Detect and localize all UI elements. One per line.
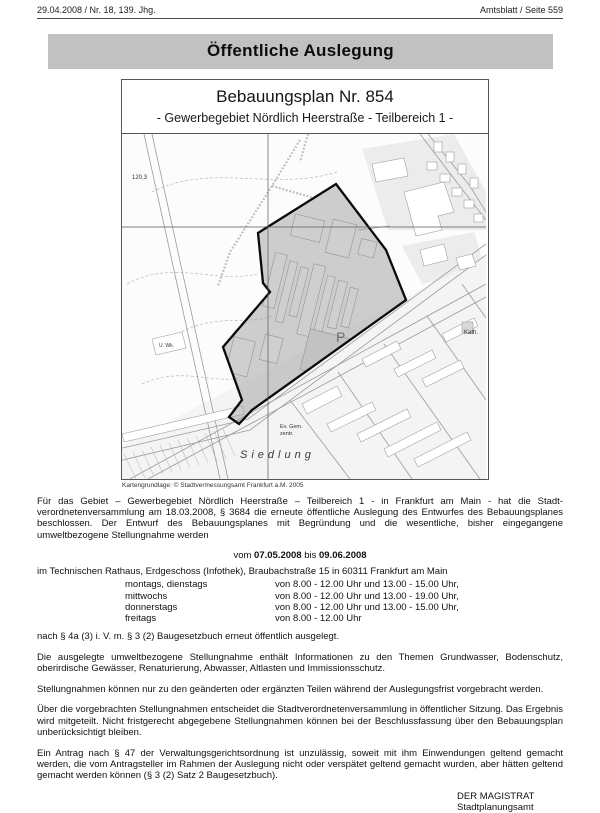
church-label: Kath. <box>464 330 479 336</box>
display-period <box>37 550 563 561</box>
period-end-date: 09.06.2008 <box>319 550 367 562</box>
paragraph-decision: Über die vorgebrachten Stellungnahmen entscheidet die Stadtverordnetenversammlung in öffentlicher Sitzung. Das Ergebnis wird mitgeteilt. Nicht fristgerecht abgegebene Stellungnahmen können bei der Beschlussfassung über den Bebauungsplan unberücksichtigt bleiben. <box>37 704 563 738</box>
schedule-days: mittwochs <box>125 590 168 602</box>
signature-authority: DER MAGISTRAT <box>457 790 535 802</box>
plan-box-header <box>122 80 488 134</box>
table-row <box>125 602 563 613</box>
masthead-date-issue: 29.04.2008 / Nr. 18, 139. Jhg. <box>37 5 156 15</box>
signature-department: Stadtplanungsamt <box>457 801 534 813</box>
district-label: Siedlung <box>240 449 315 461</box>
site-plan-map <box>122 134 486 479</box>
schedule-days: donnerstags <box>125 601 178 613</box>
paragraph-intro: Für das Gebiet – Gewerbegebiet Nördlich Heerstraße – Teilbereich 1 - in Frankfurt am Main - hat die Stadtverordnetenversammlung am 18.03.2008, § 3684 die erneute öffentliche Auslegung des Entwurfes des Bebauungsplanes beschlossen. Der Entwurf des Bebauungsplanes mit Begründung und die wesentliche, bisher eingegangene umweltbezogene Stellungnahme werden <box>37 496 563 541</box>
masthead <box>37 5 563 19</box>
substation-label: U. Wk. <box>159 343 174 349</box>
period-mid: bis <box>304 550 317 562</box>
plan-box <box>121 79 489 480</box>
period-prefix: vom <box>233 550 252 562</box>
paragraph-legal-basis: nach § 4a (3) i. V. m. § 3 (2) Baugesetzbuch erneut öffentlich ausgelegt. <box>37 631 340 643</box>
schedule-days: freitags <box>125 612 157 624</box>
schedule-hours: von 8.00 - 12.00 Uhr und 13.00 - 15.00 Uhr, <box>275 579 459 591</box>
paragraph-statements: Stellungnahmen können nur zu den geänderten oder ergänzten Teilen während der Auslegungsfrist vorgebracht werden. <box>37 683 544 695</box>
signature-block <box>457 791 563 813</box>
table-row <box>125 591 563 602</box>
location-line: im Technischen Rathaus, Erdgeschoss (Infothek), Braubachstraße 15 in 60311 Frankfurt am Main <box>37 566 448 578</box>
opening-hours-table <box>125 579 563 624</box>
schedule-hours: von 8.00 - 12.00 Uhr und 13.00 - 15.00 Uhr, <box>275 601 459 613</box>
period-start-date: 07.05.2008 <box>254 550 302 562</box>
paragraph-environment: Die ausgelegte umweltbezogene Stellungnahme enthält Informationen zu den Themen Grundwasser, Bodenschutz, oberirdische Gewässer, Renaturierung, Abwasser, Altlasten und Immissionsschutz. <box>37 651 563 675</box>
community-center-label-1: Ev. Gem. <box>280 424 303 430</box>
paragraph-objection: Ein Antrag nach § 47 der Verwaltungsgerichtsordnung ist unzulässig, soweit mit ihm Einwendungen geltend gemacht werden, die vom Antragsteller im Rahmen der Auslegung nicht oder verspätet geltend gemacht wurden, aber hätten geltend gemacht werden können (§ 3 (2) Satz 2 Baugesetzbuch). <box>37 747 563 781</box>
table-row <box>125 579 563 590</box>
section-banner: Öffentliche Auslegung <box>48 34 553 69</box>
community-center-label-2: zentr. <box>280 431 294 437</box>
schedule-days: montags, dienstags <box>125 579 208 591</box>
parking-label: P <box>336 329 346 345</box>
schedule-hours: von 8.00 - 12.00 Uhr und 13.00 - 19.00 Uhr, <box>275 590 459 602</box>
plan-subtitle: - Gewerbegebiet Nördlich Heerstraße - Teilbereich 1 - <box>156 111 454 125</box>
masthead-page-number: Amtsblatt / Seite 559 <box>479 5 563 15</box>
map-caption: Kartengrundlage: © Stadtvermessungsamt Frankfurt a.M. 2005 <box>122 482 304 489</box>
table-row <box>125 613 563 624</box>
plan-title: Bebauungsplan Nr. 854 <box>216 87 394 106</box>
schedule-hours: von 8.00 - 12.00 Uhr <box>275 612 362 624</box>
elevation-label: 120,3 <box>132 175 148 181</box>
